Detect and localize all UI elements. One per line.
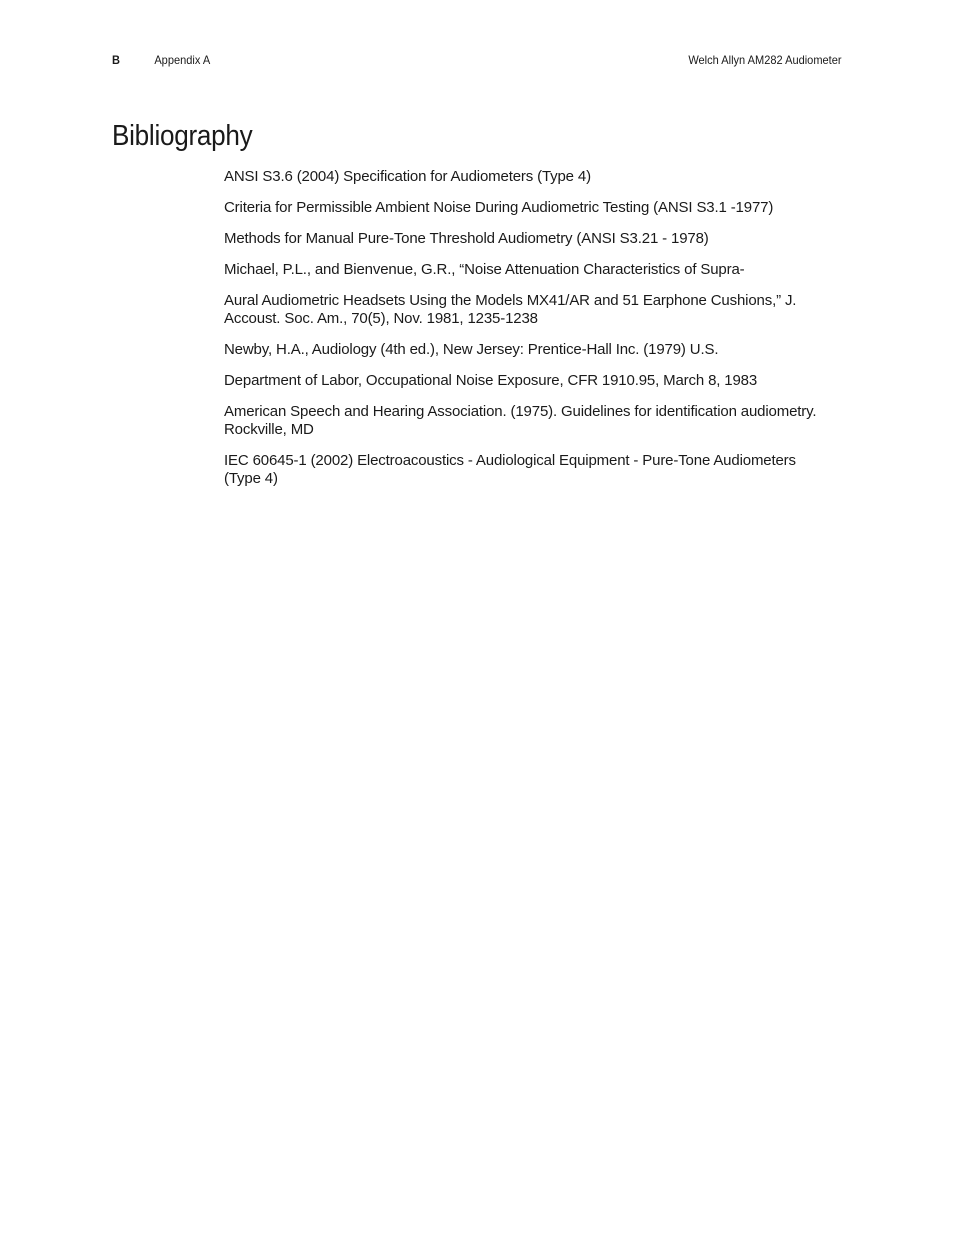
reference-item: American Speech and Hearing Association. (1975). Guidelines for identification audiometry. Rockville, MD [224, 403, 817, 438]
document-title: Welch Allyn AM282 Audiometer [688, 53, 842, 67]
section-label: Appendix A [154, 53, 211, 67]
reference-item: ANSI S3.6 (2004) Specification for Audiometers (Type 4) [224, 168, 591, 185]
reference-list [224, 168, 836, 501]
reference-item: Michael, P.L., and Bienvenue, G.R., “Noise Attenuation Characteristics of Supra- [224, 261, 745, 278]
reference-item: Aural Audiometric Headsets Using the Models MX41/AR and 51 Earphone Cushions,” J. Accoust. Soc. Am., 70(5), Nov. 1981, 1235-1238 [224, 292, 797, 327]
page-heading: Bibliography [112, 120, 253, 152]
reference-item: Criteria for Permissible Ambient Noise During Audiometric Testing (ANSI S3.1 -1977) [224, 199, 774, 216]
page-letter: B [112, 53, 120, 67]
reference-item: Methods for Manual Pure-Tone Threshold Audiometry (ANSI S3.21 - 1978) [224, 230, 709, 247]
reference-item: Department of Labor, Occupational Noise Exposure, CFR 1910.95, March 8, 1983 [224, 372, 758, 389]
running-header [112, 52, 783, 70]
reference-item: IEC 60645-1 (2002) Electroacoustics - Audiological Equipment - Pure-Tone Audiometers (Type 4) [224, 452, 796, 487]
reference-item: Newby, H.A., Audiology (4th ed.), New Jersey: Prentice-Hall Inc. (1979) U.S. [224, 341, 719, 358]
